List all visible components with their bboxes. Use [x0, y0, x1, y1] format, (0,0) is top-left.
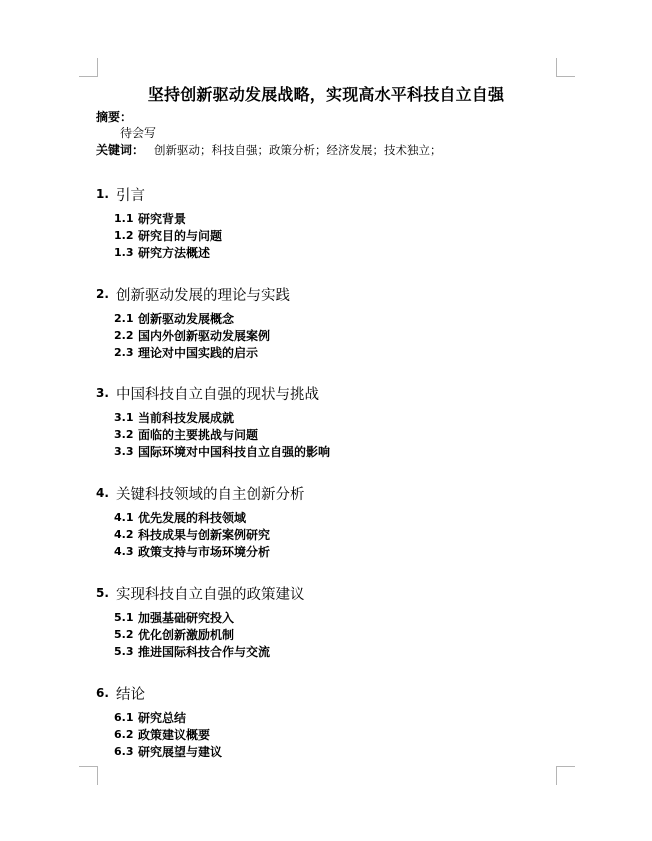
subsection-item[interactable] — [96, 227, 556, 244]
section-heading[interactable] — [96, 683, 556, 703]
section-4 — [96, 483, 556, 560]
margin-corner-bottom-left — [79, 766, 98, 785]
subsection-number: 1.2 — [114, 229, 134, 242]
subsection-number: 6.2 — [114, 728, 134, 741]
section-number: 1. — [96, 187, 109, 201]
subsection-number: 4.3 — [114, 545, 134, 558]
section-title: 关键科技领域的自主创新分析 — [116, 486, 305, 503]
subsection-number: 3.3 — [114, 445, 134, 458]
keywords-line[interactable] — [96, 142, 442, 158]
subsection-title: 推进国际科技合作与交流 — [138, 645, 271, 659]
margin-corner-top-left — [79, 58, 98, 77]
subsection-item[interactable] — [96, 526, 556, 543]
abstract-label[interactable]: 摘要： — [96, 110, 133, 124]
section-heading[interactable] — [96, 284, 556, 304]
abstract-text[interactable]: 待会写 — [120, 126, 157, 140]
keywords-label: 关键词： — [96, 143, 145, 157]
subsection-title: 面临的主要挑战与问题 — [138, 428, 259, 442]
keywords-text: 创新驱动；科技自强；政策分析；经济发展；技术独立； — [154, 143, 442, 157]
section-title: 引言 — [116, 187, 145, 204]
subsection-item[interactable] — [96, 609, 556, 626]
subsection-item[interactable] — [96, 409, 556, 426]
subsection-title: 研究方法概述 — [138, 246, 211, 260]
section-number: 3. — [96, 386, 109, 400]
section-number: 6. — [96, 686, 109, 700]
subsection-title: 优化创新激励机制 — [138, 628, 235, 642]
subsection-item[interactable] — [96, 426, 556, 443]
subsection-item[interactable] — [96, 443, 556, 460]
subsection-number: 2.1 — [114, 312, 134, 325]
section-heading[interactable] — [96, 583, 556, 603]
subsection-number: 5.1 — [114, 611, 134, 624]
section-1 — [96, 184, 556, 261]
subsection-item[interactable] — [96, 543, 556, 560]
section-5 — [96, 583, 556, 660]
subsection-number: 3.2 — [114, 428, 134, 441]
section-3 — [96, 383, 556, 460]
section-heading[interactable] — [96, 383, 556, 403]
section-heading[interactable] — [96, 483, 556, 503]
subsection-number: 6.1 — [114, 711, 134, 724]
subsection-title: 研究背景 — [138, 212, 187, 226]
subsection-title: 创新驱动发展概念 — [138, 312, 235, 326]
subsection-number: 5.3 — [114, 645, 134, 658]
subsection-title: 国际环境对中国科技自立自强的影响 — [138, 445, 331, 459]
subsection-number: 1.1 — [114, 212, 134, 225]
section-title: 实现科技自立自强的政策建议 — [116, 586, 305, 603]
subsection-title: 理论对中国实践的启示 — [138, 346, 259, 360]
subsection-title: 科技成果与创新案例研究 — [138, 528, 271, 542]
subsection-item[interactable] — [96, 210, 556, 227]
section-title: 创新驱动发展的理论与实践 — [116, 287, 290, 304]
subsection-title: 研究展望与建议 — [138, 745, 223, 759]
subsection-title: 政策建议概要 — [138, 728, 211, 742]
subsection-item[interactable] — [96, 643, 556, 660]
section-title: 中国科技自立自强的现状与挑战 — [116, 386, 319, 403]
subsection-item[interactable] — [96, 344, 556, 361]
subsection-title: 政策支持与市场环境分析 — [138, 545, 271, 559]
subsection-item[interactable] — [96, 626, 556, 643]
subsection-number: 5.2 — [114, 628, 134, 641]
subsection-title: 研究总结 — [138, 711, 187, 725]
subsection-title: 加强基础研究投入 — [138, 611, 235, 625]
subsection-item[interactable] — [96, 327, 556, 344]
subsection-title: 研究目的与问题 — [138, 229, 223, 243]
margin-corner-top-right — [556, 58, 575, 77]
subsection-title: 当前科技发展成就 — [138, 411, 235, 425]
subsection-item[interactable] — [96, 709, 556, 726]
section-6 — [96, 683, 556, 760]
subsection-number: 2.3 — [114, 346, 134, 359]
subsection-number: 6.3 — [114, 745, 134, 758]
subsection-title: 优先发展的科技领域 — [138, 511, 247, 525]
subsection-item[interactable] — [96, 743, 556, 760]
subsection-item[interactable] — [96, 310, 556, 327]
section-number: 4. — [96, 486, 109, 500]
section-number: 2. — [96, 287, 109, 301]
section-2 — [96, 284, 556, 361]
section-title: 结论 — [116, 686, 145, 703]
subsection-item[interactable] — [96, 726, 556, 743]
subsection-number: 3.1 — [114, 411, 134, 424]
document-title[interactable]: 坚持创新驱动发展战略，实现高水平科技自立自强 — [147, 85, 505, 104]
section-heading[interactable] — [96, 184, 556, 204]
subsection-item[interactable] — [96, 244, 556, 261]
subsection-number: 4.2 — [114, 528, 134, 541]
section-number: 5. — [96, 586, 109, 600]
margin-corner-bottom-right — [556, 766, 575, 785]
subsection-number: 1.3 — [114, 246, 134, 259]
subsection-title: 国内外创新驱动发展案例 — [138, 329, 271, 343]
subsection-item[interactable] — [96, 509, 556, 526]
subsection-number: 2.2 — [114, 329, 134, 342]
subsection-number: 4.1 — [114, 511, 134, 524]
